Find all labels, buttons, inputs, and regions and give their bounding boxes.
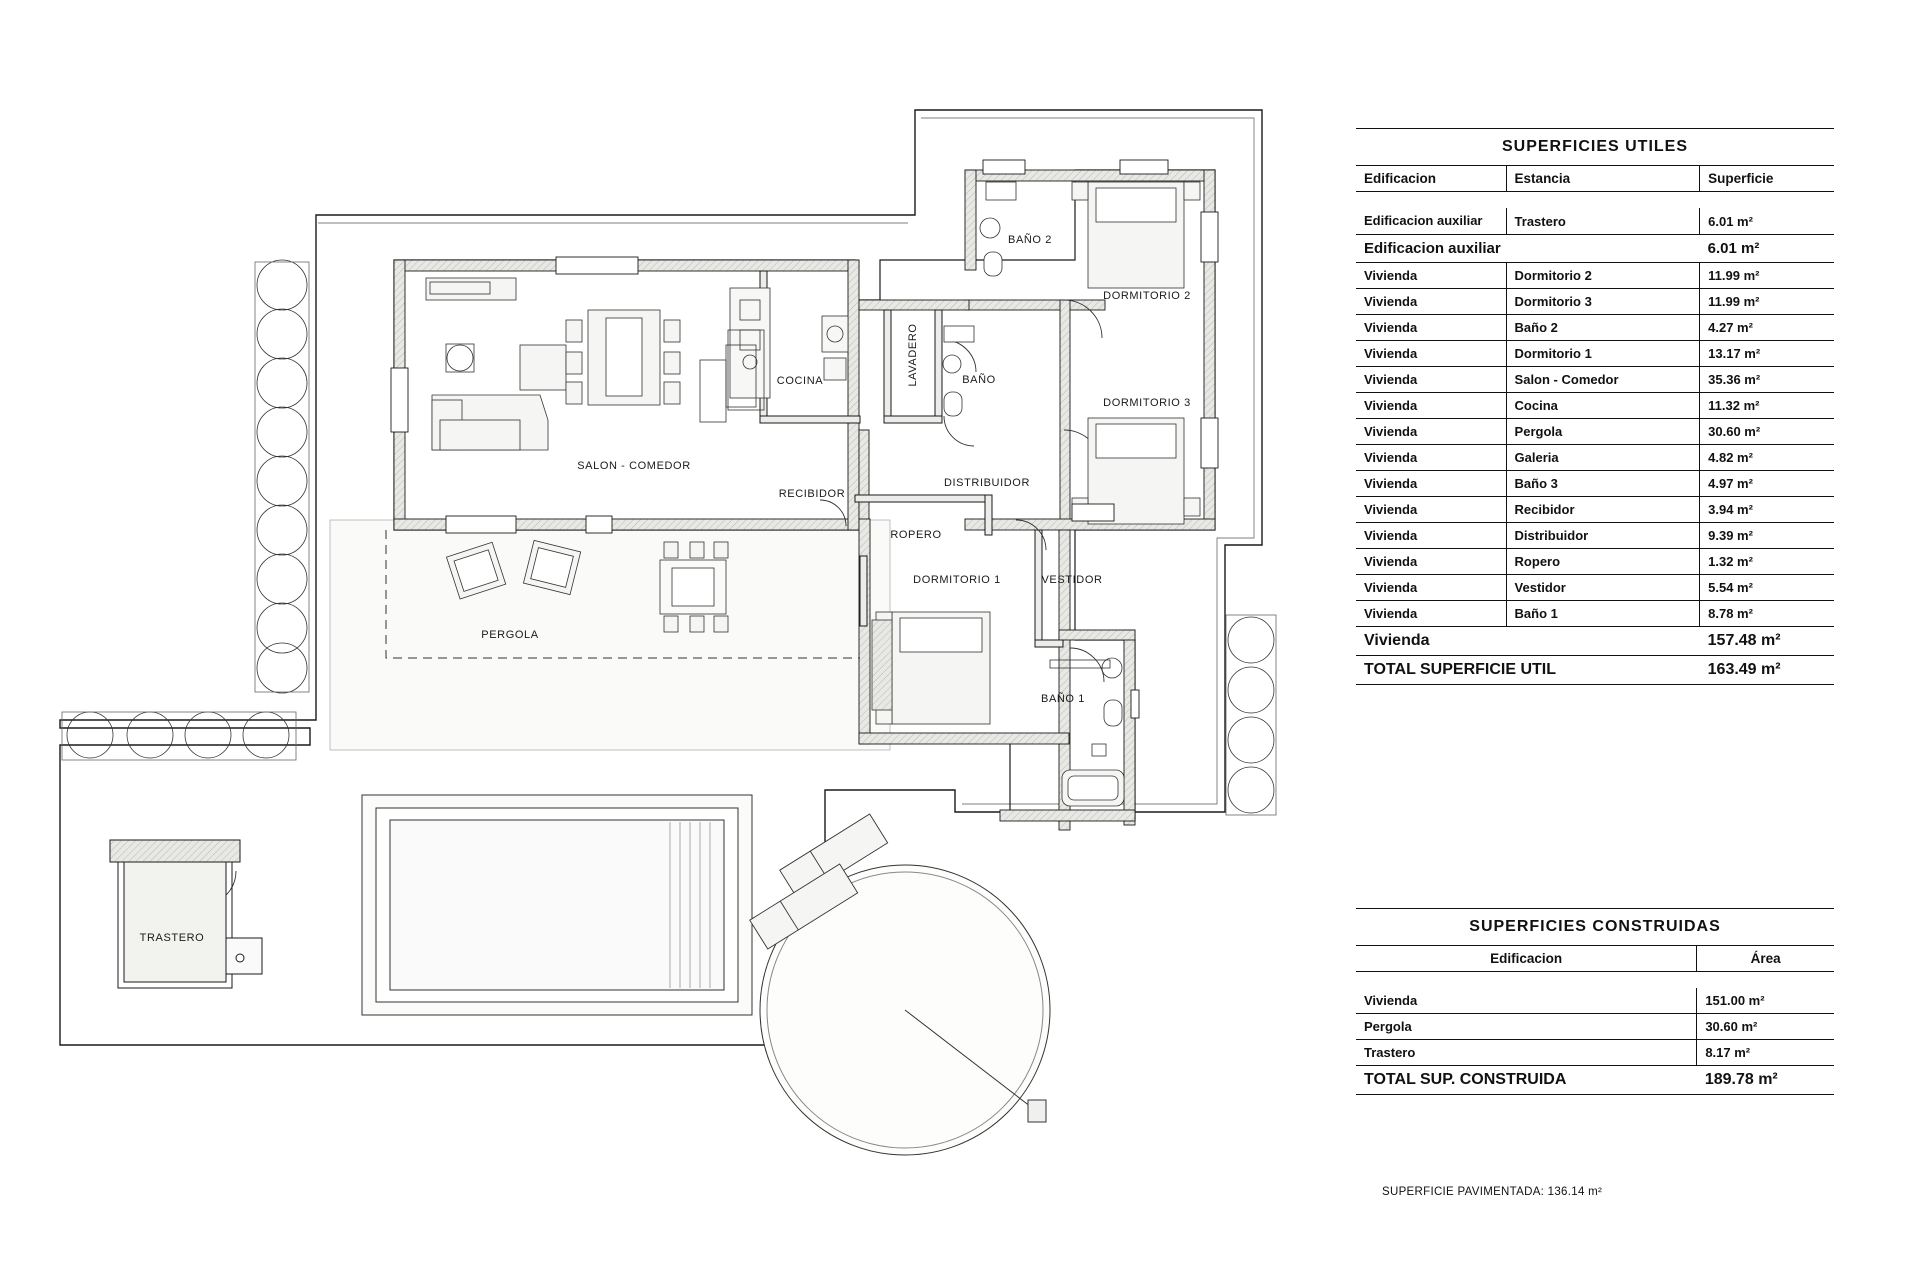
row-edificacion: Vivienda bbox=[1356, 988, 1697, 1014]
row-superficie: 4.82 m² bbox=[1700, 445, 1834, 471]
row-edificacion: Vivienda bbox=[1356, 315, 1506, 341]
row-edificacion: Vivienda bbox=[1356, 601, 1506, 627]
row-edificacion: Vivienda bbox=[1356, 445, 1506, 471]
row-superficie: 4.27 m² bbox=[1700, 315, 1834, 341]
utiles-title: SUPERFICIES UTILES bbox=[1356, 129, 1834, 166]
row-edificacion: Vivienda bbox=[1356, 393, 1506, 419]
row-estancia: Pergola bbox=[1506, 419, 1700, 445]
room-label-bano1: BAÑO 1 bbox=[1041, 692, 1085, 705]
row-superficie: 11.32 m² bbox=[1700, 393, 1834, 419]
trastero-building bbox=[110, 840, 262, 988]
row-estancia: Vestidor bbox=[1506, 575, 1700, 601]
row-area: 151.00 m² bbox=[1697, 988, 1834, 1014]
utiles-subtotal-aux bbox=[1356, 235, 1834, 263]
room-label-lavadero: LAVADERO bbox=[906, 323, 919, 387]
table-row bbox=[1356, 208, 1834, 235]
room-label-dormitorio1: DORMITORIO 1 bbox=[913, 573, 1001, 586]
row-estancia: Trastero bbox=[1506, 208, 1700, 235]
table-row bbox=[1356, 315, 1834, 341]
subtotal-vivienda-value: 157.48 m² bbox=[1700, 627, 1834, 656]
utiles-header-superficie: Superficie bbox=[1700, 166, 1834, 192]
table-row bbox=[1356, 289, 1834, 315]
row-edificacion: Pergola bbox=[1356, 1014, 1697, 1040]
table-row bbox=[1356, 497, 1834, 523]
room-label-trastero: TRASTERO bbox=[139, 931, 205, 944]
tree-row-right bbox=[1226, 615, 1276, 815]
room-label-dormitorio3: DORMITORIO 3 bbox=[1103, 396, 1191, 409]
table-row bbox=[1356, 1040, 1834, 1066]
room-label-dormitorio2: DORMITORIO 2 bbox=[1103, 289, 1191, 302]
row-superficie: 3.94 m² bbox=[1700, 497, 1834, 523]
row-estancia: Ropero bbox=[1506, 549, 1700, 575]
row-edificacion: Vivienda bbox=[1356, 367, 1506, 393]
table-row bbox=[1356, 575, 1834, 601]
table-row bbox=[1356, 263, 1834, 289]
table-row bbox=[1356, 341, 1834, 367]
paved-terrace bbox=[330, 520, 890, 750]
subtotal-aux-value: 6.01 m² bbox=[1700, 235, 1834, 263]
utiles-header-estancia: Estancia bbox=[1506, 166, 1700, 192]
row-edificacion: Vivienda bbox=[1356, 263, 1506, 289]
utiles-header-row bbox=[1356, 166, 1834, 192]
row-superficie: 13.17 m² bbox=[1700, 341, 1834, 367]
row-edificacion: Vivienda bbox=[1356, 523, 1506, 549]
row-edificacion: Vivienda bbox=[1356, 419, 1506, 445]
row-superficie: 11.99 m² bbox=[1700, 289, 1834, 315]
table-row bbox=[1356, 419, 1834, 445]
tree-row-left bbox=[255, 260, 309, 693]
row-estancia: Dormitorio 1 bbox=[1506, 341, 1700, 367]
utiles-title-row bbox=[1356, 129, 1834, 166]
row-estancia: Dormitorio 2 bbox=[1506, 263, 1700, 289]
construidas-spacer-row bbox=[1356, 972, 1834, 989]
construidas-header-row bbox=[1356, 946, 1834, 972]
row-edificacion: Edificacion auxiliar bbox=[1356, 208, 1506, 235]
row-edificacion: Trastero bbox=[1356, 1040, 1697, 1066]
row-edificacion: Vivienda bbox=[1356, 575, 1506, 601]
row-edificacion: Vivienda bbox=[1356, 497, 1506, 523]
row-superficie: 4.97 m² bbox=[1700, 471, 1834, 497]
row-superficie: 9.39 m² bbox=[1700, 523, 1834, 549]
row-estancia: Baño 3 bbox=[1506, 471, 1700, 497]
row-superficie: 6.01 m² bbox=[1700, 208, 1834, 235]
table-row bbox=[1356, 393, 1834, 419]
table-row bbox=[1356, 988, 1834, 1014]
row-area: 8.17 m² bbox=[1697, 1040, 1834, 1066]
tree-row-bottom-left bbox=[62, 712, 296, 760]
construidas-header-area: Área bbox=[1697, 946, 1834, 972]
row-edificacion: Vivienda bbox=[1356, 549, 1506, 575]
superficies-utiles-table bbox=[1356, 128, 1834, 685]
construidas-total-label: TOTAL SUP. CONSTRUIDA bbox=[1356, 1066, 1697, 1095]
row-estancia: Dormitorio 3 bbox=[1506, 289, 1700, 315]
row-superficie: 5.54 m² bbox=[1700, 575, 1834, 601]
table-row bbox=[1356, 471, 1834, 497]
row-edificacion: Vivienda bbox=[1356, 289, 1506, 315]
construidas-title-row bbox=[1356, 909, 1834, 946]
construidas-title: SUPERFICIES CONSTRUIDAS bbox=[1356, 909, 1834, 946]
table-row bbox=[1356, 549, 1834, 575]
row-estancia: Recibidor bbox=[1506, 497, 1700, 523]
row-superficie: 35.36 m² bbox=[1700, 367, 1834, 393]
superficies-construidas-table bbox=[1356, 908, 1834, 1095]
utiles-subtotal-vivienda bbox=[1356, 627, 1834, 656]
row-estancia: Salon - Comedor bbox=[1506, 367, 1700, 393]
row-estancia: Distribuidor bbox=[1506, 523, 1700, 549]
table-row bbox=[1356, 367, 1834, 393]
row-estancia: Cocina bbox=[1506, 393, 1700, 419]
room-label-pergola: PERGOLA bbox=[481, 628, 539, 641]
room-label-bano: BAÑO bbox=[962, 373, 996, 386]
row-edificacion: Vivienda bbox=[1356, 341, 1506, 367]
room-label-distribuidor: DISTRIBUIDOR bbox=[943, 476, 1031, 489]
room-label-bano2: BAÑO 2 bbox=[1008, 233, 1052, 246]
construidas-total-row bbox=[1356, 1066, 1834, 1095]
utiles-header-edificacion: Edificacion bbox=[1356, 166, 1506, 192]
row-area: 30.60 m² bbox=[1697, 1014, 1834, 1040]
room-label-cocina: COCINA bbox=[776, 374, 824, 387]
row-edificacion: Vivienda bbox=[1356, 471, 1506, 497]
utiles-spacer-row bbox=[1356, 192, 1834, 209]
utiles-total-row bbox=[1356, 656, 1834, 685]
table-row bbox=[1356, 445, 1834, 471]
subtotal-aux-label: Edificacion auxiliar bbox=[1356, 235, 1700, 263]
room-label-recibidor: RECIBIDOR bbox=[778, 487, 846, 500]
construidas-total-value: 189.78 m² bbox=[1697, 1066, 1834, 1095]
row-estancia: Baño 2 bbox=[1506, 315, 1700, 341]
table-row bbox=[1356, 523, 1834, 549]
swimming-pool bbox=[362, 795, 752, 1015]
room-label-ropero: ROPERO bbox=[890, 528, 942, 541]
utiles-total-value: 163.49 m² bbox=[1700, 656, 1834, 685]
row-superficie: 30.60 m² bbox=[1700, 419, 1834, 445]
room-label-vestidor: VESTIDOR bbox=[1041, 573, 1103, 586]
row-superficie: 11.99 m² bbox=[1700, 263, 1834, 289]
table-row bbox=[1356, 601, 1834, 627]
subtotal-vivienda-label: Vivienda bbox=[1356, 627, 1700, 656]
row-estancia: Galeria bbox=[1506, 445, 1700, 471]
row-superficie: 1.32 m² bbox=[1700, 549, 1834, 575]
row-estancia: Baño 1 bbox=[1506, 601, 1700, 627]
construidas-header-edificacion: Edificacion bbox=[1356, 946, 1697, 972]
paved-surface-note: SUPERFICIE PAVIMENTADA: 136.14 m² bbox=[1382, 1186, 1603, 1198]
utiles-total-label: TOTAL SUPERFICIE UTIL bbox=[1356, 656, 1700, 685]
kitchen-fittings bbox=[700, 288, 848, 422]
table-row bbox=[1356, 1014, 1834, 1040]
row-superficie: 8.78 m² bbox=[1700, 601, 1834, 627]
living-furniture bbox=[426, 278, 680, 450]
room-label-salon: SALON - COMEDOR bbox=[577, 459, 691, 472]
